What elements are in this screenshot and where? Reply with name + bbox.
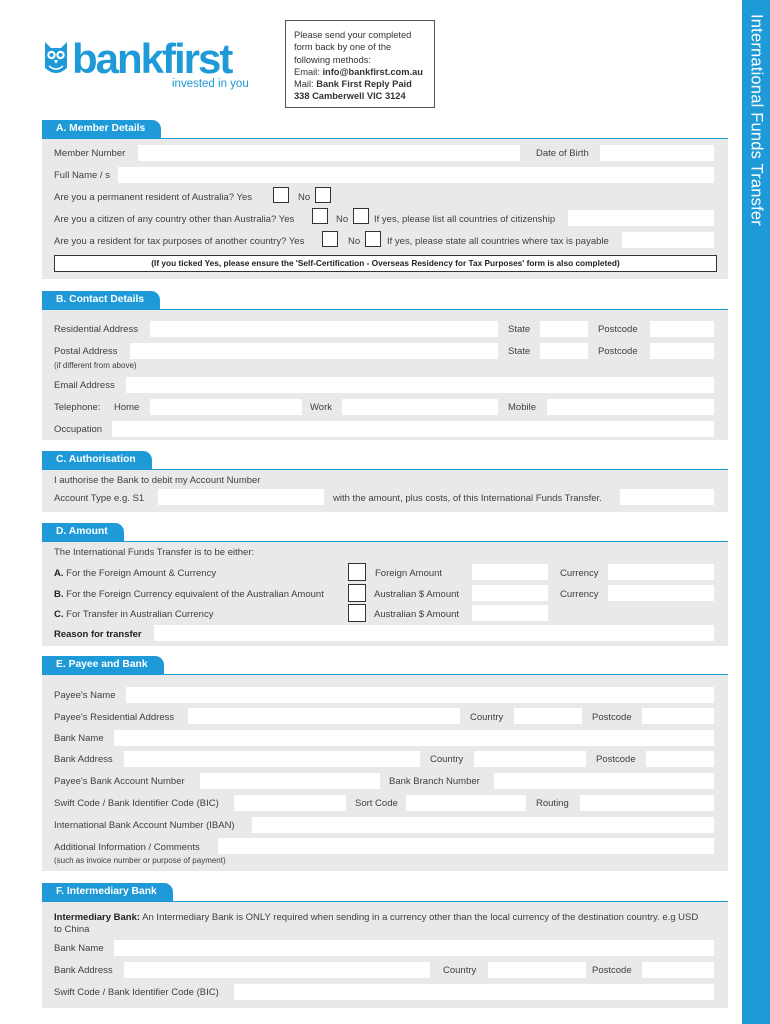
option-c-label — [54, 609, 213, 620]
tax-if-yes-label: If yes, please state all countries where tax is payable — [387, 236, 609, 247]
full-name-field[interactable] — [118, 167, 714, 183]
work-phone-field[interactable] — [342, 399, 498, 415]
swift-field[interactable] — [234, 795, 346, 811]
bank-postcode-field[interactable] — [646, 751, 714, 767]
intermediary-country-label: Country — [443, 965, 477, 976]
postal-address-label: Postal Address — [54, 346, 118, 357]
postal-state-label: State — [508, 346, 531, 357]
intermediary-bank-name-label: Bank Name — [54, 943, 104, 954]
email-label: Email: — [294, 66, 320, 77]
tax-resident-no-checkbox[interactable] — [365, 231, 381, 247]
currency-a-field[interactable] — [608, 564, 714, 580]
authorisation-extra-field[interactable] — [620, 489, 714, 505]
bank-address-field[interactable] — [124, 751, 420, 767]
citizen-no-checkbox[interactable] — [353, 208, 369, 224]
postal-address-note: (if different from above) — [54, 361, 137, 370]
perm-resident-no-checkbox[interactable] — [315, 187, 331, 203]
owl-logo-icon — [42, 38, 70, 78]
member-number-label: Member Number — [54, 148, 126, 159]
brand-bank: bank — [72, 35, 163, 82]
account-number-label: Payee's Bank Account Number — [54, 776, 185, 787]
occupation-field[interactable] — [112, 421, 714, 437]
option-b-checkbox[interactable] — [348, 584, 366, 602]
additional-info-label: Additional Information / Comments — [54, 842, 200, 853]
option-a-label — [54, 568, 216, 579]
full-name-label: Full Name / s — [54, 170, 110, 181]
payee-address-field[interactable] — [188, 708, 460, 724]
tax-resident-no-label: No — [348, 236, 361, 247]
postal-postcode-label: Postcode — [598, 346, 638, 357]
section-f-title: F. Intermediary Bank — [42, 883, 173, 901]
brand-first: first — [162, 35, 232, 82]
intermediary-bank-address-label: Bank Address — [54, 965, 113, 976]
sort-code-field[interactable] — [406, 795, 526, 811]
intermediary-intro — [54, 912, 704, 936]
section-c-title: C. Authorisation — [42, 451, 152, 469]
bank-country-label: Country — [430, 754, 464, 765]
brand-logo — [72, 34, 231, 84]
currency-b-field[interactable] — [608, 585, 714, 601]
home-phone-field[interactable] — [150, 399, 302, 415]
citizen-yes-checkbox[interactable] — [312, 208, 328, 224]
dob-field[interactable] — [600, 145, 714, 161]
telephone-label: Telephone: — [54, 402, 101, 413]
payee-country-field[interactable] — [514, 708, 582, 724]
intermediary-country-field[interactable] — [488, 962, 586, 978]
payee-name-field[interactable] — [126, 687, 714, 703]
citizen-if-yes-label: If yes, please list all countries of citizenship — [374, 214, 556, 225]
residential-state-field[interactable] — [540, 321, 588, 337]
postal-state-field[interactable] — [540, 343, 588, 359]
option-b-letter: B. — [54, 589, 64, 600]
section-e-title: E. Payee and Bank — [42, 656, 164, 674]
member-number-field[interactable] — [138, 145, 520, 161]
occupation-label: Occupation — [54, 424, 103, 435]
aud-amount-c-field[interactable] — [472, 605, 548, 621]
option-b-text: For the Foreign Currency equivalent of the Australian Amount — [66, 589, 324, 600]
intermediary-postcode-field[interactable] — [642, 962, 714, 978]
form-title-vertical: International Funds Transfer — [747, 14, 766, 226]
perm-resident-label: Are you a permanent resident of Australia? Yes — [54, 192, 253, 203]
home-phone-label: Home — [114, 402, 140, 413]
option-a-text: For the Foreign Amount & Currency — [66, 568, 217, 579]
section-a-title: A. Member Details — [42, 120, 161, 138]
reason-label: Reason for transfer — [54, 629, 142, 640]
with-amount-label: with the amount, plus costs, of this International Funds Transfer. — [333, 493, 602, 504]
aud-amount-b-field[interactable] — [472, 585, 548, 601]
postal-address-field[interactable] — [130, 343, 498, 359]
contact-mail-row — [294, 78, 434, 90]
currency-b-label: Currency — [560, 589, 599, 600]
routing-label: Routing — [536, 798, 569, 809]
intermediary-postcode-label: Postcode — [592, 965, 632, 976]
currency-a-label: Currency — [560, 568, 599, 579]
contact-email[interactable]: info@bankfirst.com.au — [322, 66, 423, 77]
section-b-title: B. Contact Details — [42, 291, 160, 309]
intermediary-swift-label: Swift Code / Bank Identifier Code (BIC) — [54, 987, 219, 998]
option-c-checkbox[interactable] — [348, 604, 366, 622]
contact-line2: form back by one of the — [294, 42, 392, 53]
intermediary-bank-address-field[interactable] — [124, 962, 430, 978]
payee-address-label: Payee's Residential Address — [54, 712, 175, 723]
bank-name-label: Bank Name — [54, 733, 104, 744]
citizenship-countries-field[interactable] — [568, 210, 714, 226]
option-c-letter: C. — [54, 609, 64, 620]
payee-country-label: Country — [470, 712, 504, 723]
foreign-amount-label: Foreign Amount — [375, 568, 443, 579]
additional-info-note: (such as invoice number or purpose of payment) — [54, 856, 226, 865]
iban-label: International Bank Account Number (IBAN) — [54, 820, 235, 831]
email-address-label: Email Address — [54, 380, 115, 391]
intermediary-intro-text: An Intermediary Bank is ONLY required when sending in a currency other than the local currency of the destination country. e.g USD to China — [54, 912, 699, 935]
aud-amount-b-label: Australian $ Amount — [374, 589, 460, 600]
mail-label: Mail: — [294, 79, 314, 90]
citizen-no-label: No — [336, 214, 349, 225]
perm-resident-no-label: No — [298, 192, 311, 203]
self-certification-notice: (If you ticked Yes, please ensure the 'Self-Certification - Overseas Residency for Tax Purposes' form is also completed) — [54, 255, 717, 272]
branch-number-field[interactable] — [494, 773, 714, 789]
payee-postcode-label: Postcode — [592, 712, 632, 723]
tax-resident-label: Are you a resident for tax purposes of another country? Yes — [54, 236, 305, 247]
branch-number-label: Bank Branch Number — [389, 776, 480, 787]
citizen-label: Are you a citizen of any country other than Australia? Yes — [54, 214, 295, 225]
bank-name-field[interactable] — [114, 730, 714, 746]
payee-name-label: Payee's Name — [54, 690, 116, 701]
contact-line3: following methods: — [294, 54, 371, 65]
section-d-title: D. Amount — [42, 523, 124, 541]
mail-line1: Bank First Reply Paid — [316, 79, 412, 90]
mail-line2: 338 Camberwell VIC 3124 — [294, 91, 406, 102]
reason-field[interactable] — [154, 625, 714, 641]
account-type-label: Account Type e.g. S1 — [54, 493, 145, 504]
option-c-text: For Transfer in Australian Currency — [66, 609, 214, 620]
residential-postcode-label: Postcode — [598, 324, 638, 335]
contact-line1: Please send your completed — [294, 30, 412, 40]
authorise-label: I authorise the Bank to debit my Account Number — [54, 475, 261, 486]
bank-address-label: Bank Address — [54, 754, 113, 765]
routing-field[interactable] — [580, 795, 714, 811]
bank-country-field[interactable] — [474, 751, 586, 767]
brand-tagline: invested in you — [172, 78, 249, 90]
amount-intro: The International Funds Transfer is to be either: — [54, 547, 255, 558]
email-address-field[interactable] — [126, 377, 714, 393]
postal-postcode-field[interactable] — [650, 343, 714, 359]
contact-email-row — [294, 66, 434, 78]
option-a-letter: A. — [54, 568, 64, 579]
account-type-field[interactable] — [158, 489, 324, 505]
option-b-label — [54, 589, 324, 600]
intermediary-swift-field[interactable] — [234, 984, 714, 1000]
account-number-field[interactable] — [200, 773, 380, 789]
residential-address-label: Residential Address — [54, 324, 138, 335]
contact-box — [285, 20, 435, 108]
aud-amount-c-label: Australian $ Amount — [374, 609, 460, 620]
bank-postcode-label: Postcode — [596, 754, 636, 765]
iban-field[interactable] — [252, 817, 714, 833]
option-a-checkbox[interactable] — [348, 563, 366, 581]
dob-label: Date of Birth — [536, 148, 589, 159]
mobile-phone-field[interactable] — [547, 399, 714, 415]
intermediary-intro-bold: Intermediary Bank: — [54, 912, 141, 923]
residential-postcode-field[interactable] — [650, 321, 714, 337]
swift-label: Swift Code / Bank Identifier Code (BIC) — [54, 798, 219, 809]
perm-resident-yes-checkbox[interactable] — [273, 187, 289, 203]
additional-info-field[interactable] — [218, 838, 714, 854]
sort-code-label: Sort Code — [355, 798, 398, 809]
foreign-amount-field[interactable] — [472, 564, 548, 580]
tax-countries-field[interactable] — [622, 232, 714, 248]
work-phone-label: Work — [310, 402, 332, 413]
payee-postcode-field[interactable] — [642, 708, 714, 724]
intermediary-bank-name-field[interactable] — [114, 940, 714, 956]
residential-address-field[interactable] — [150, 321, 498, 337]
tax-resident-yes-checkbox[interactable] — [322, 231, 338, 247]
mobile-phone-label: Mobile — [508, 402, 536, 413]
residential-state-label: State — [508, 324, 531, 335]
